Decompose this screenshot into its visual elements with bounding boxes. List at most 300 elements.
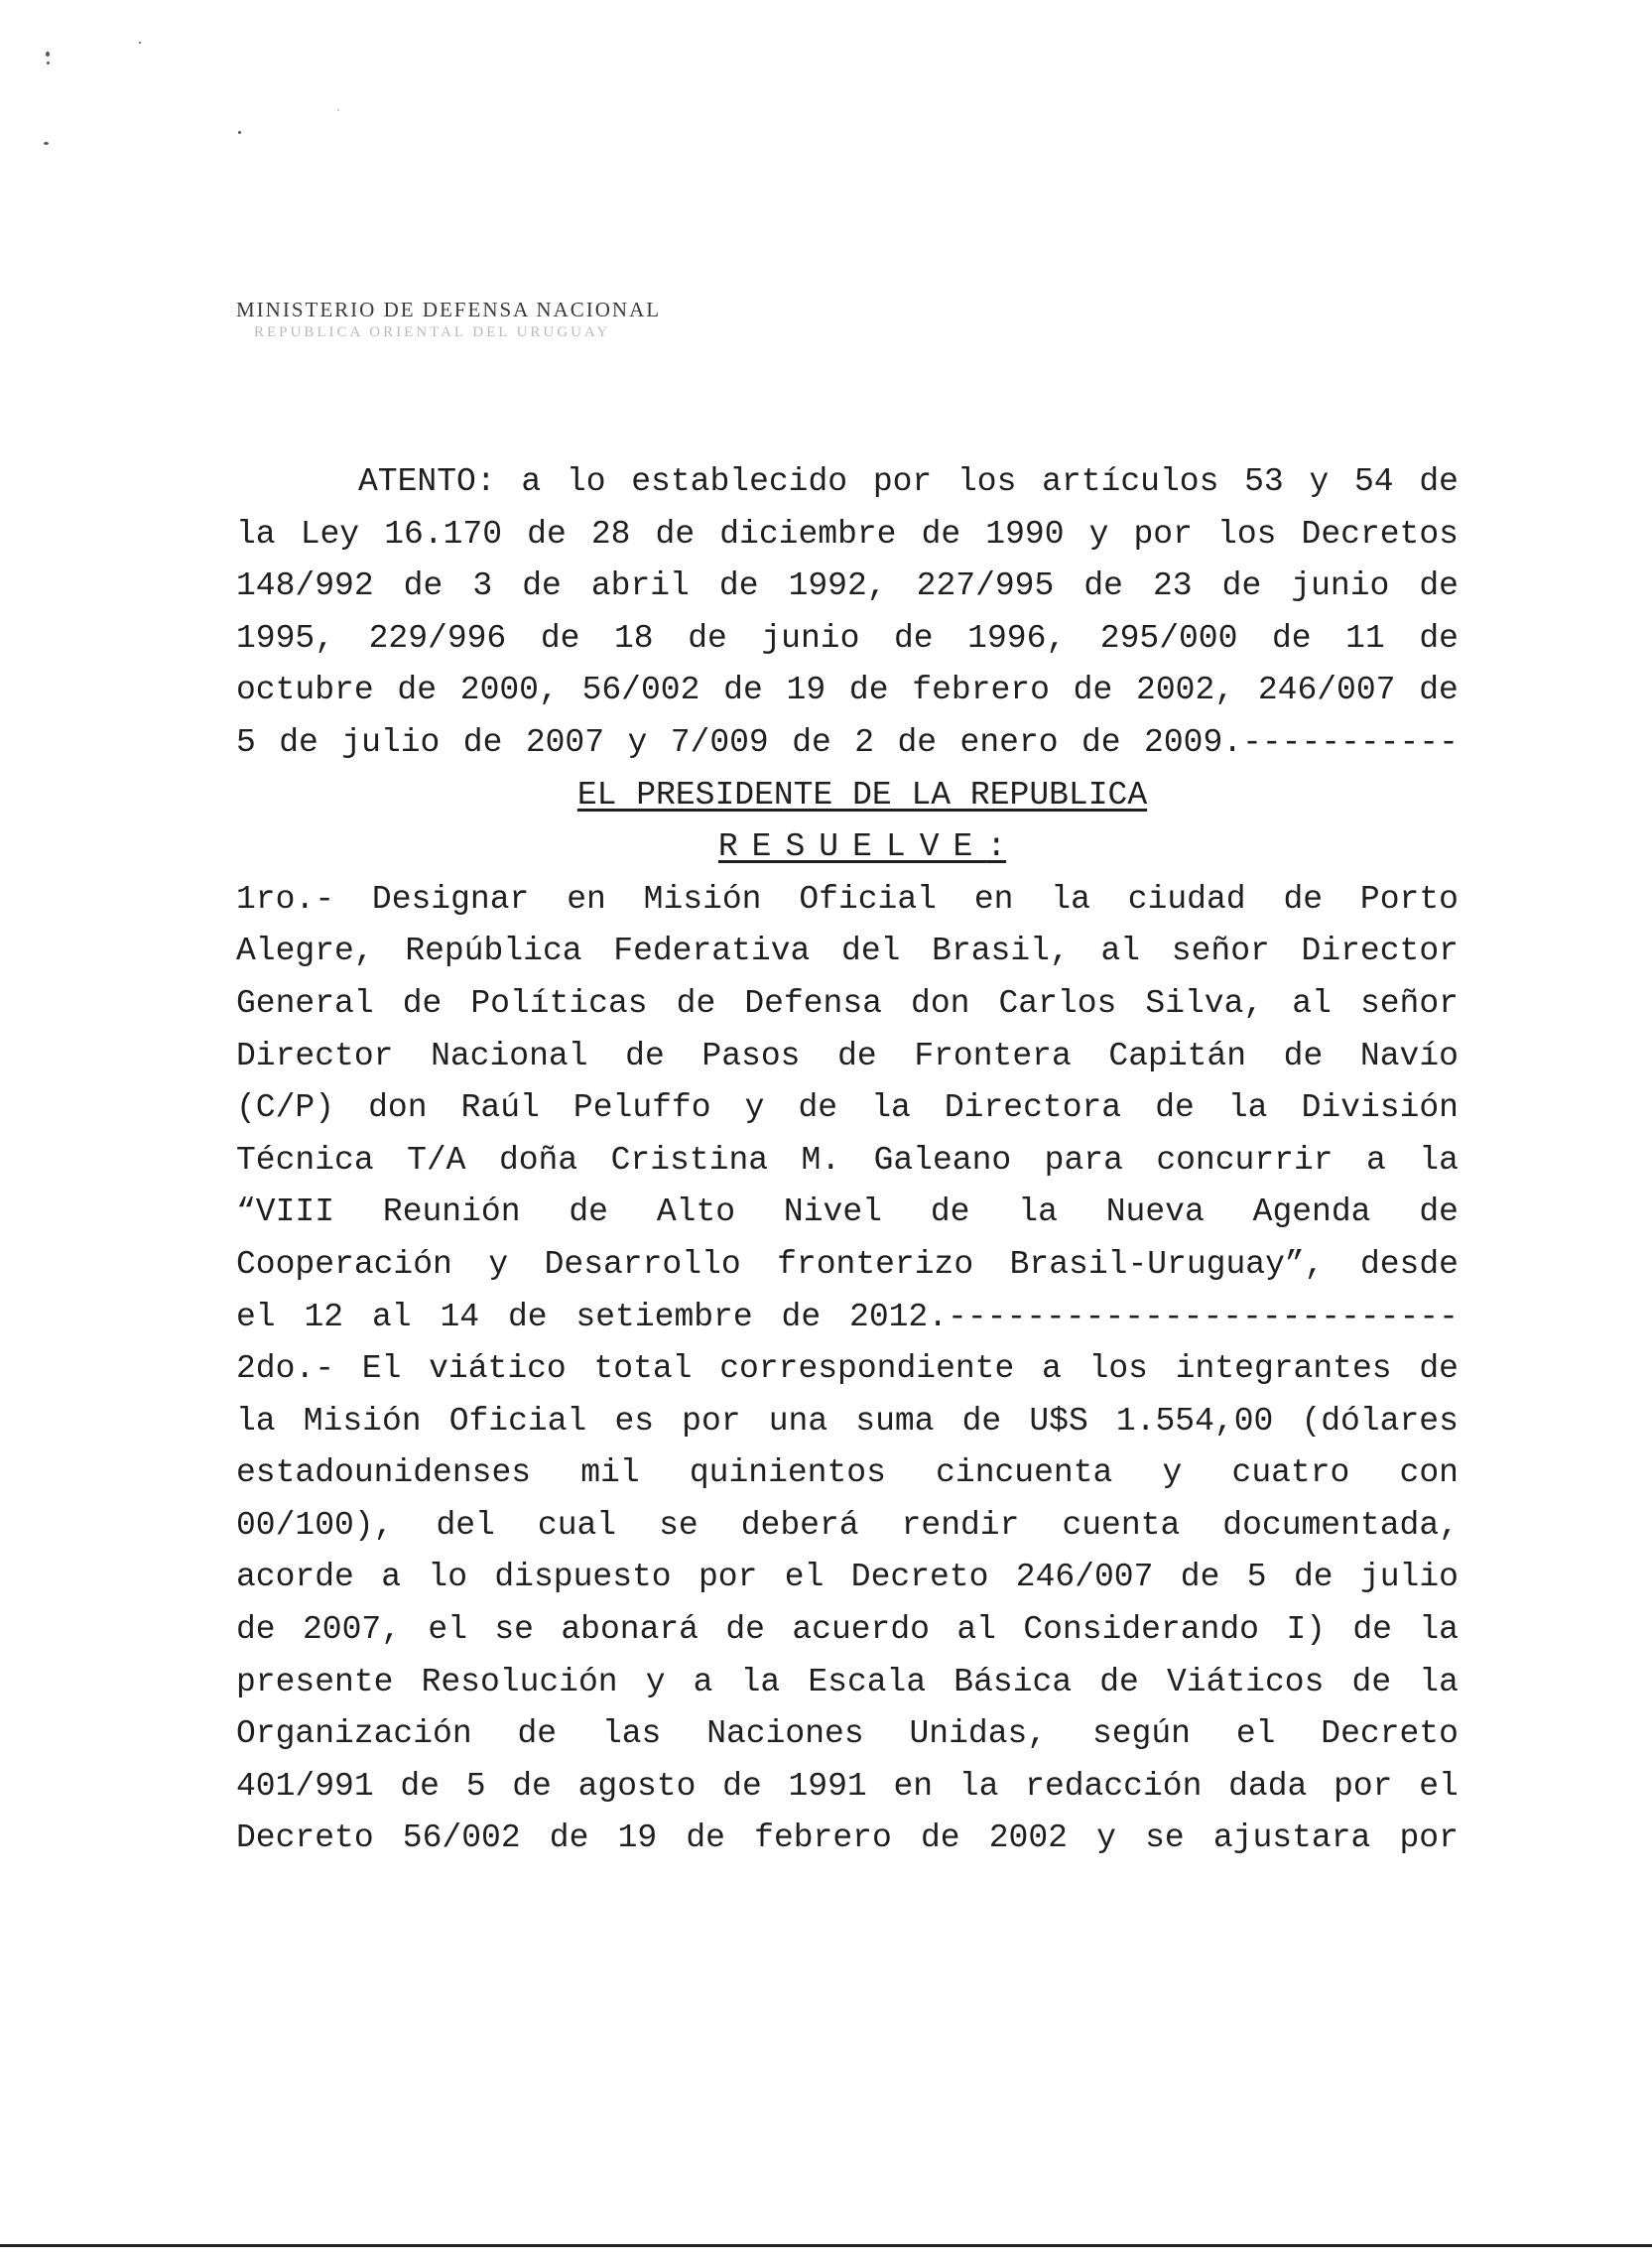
word: de — [798, 1089, 838, 1127]
word: de — [1419, 672, 1459, 709]
text-line — [236, 717, 1459, 770]
word: de — [1419, 463, 1459, 500]
word: desde — [1359, 1245, 1459, 1283]
word: y — [1162, 1454, 1183, 1492]
word: el — [1235, 1715, 1276, 1753]
word: de — [1283, 880, 1324, 918]
word: 1ro.- — [236, 880, 335, 918]
text-line-content — [236, 1396, 1459, 1448]
word: del — [841, 933, 901, 970]
text-line-content — [236, 874, 1459, 927]
word: setiembre — [575, 1298, 753, 1335]
word: Decretos — [1301, 515, 1459, 553]
word: octubre — [236, 672, 374, 709]
scan-speck — [337, 109, 339, 111]
word: dispuesto — [494, 1559, 672, 1596]
word: 18 — [614, 619, 654, 657]
word: doña — [498, 1141, 578, 1179]
text-line — [236, 665, 1459, 717]
word: junio — [761, 619, 860, 657]
word: U$S — [1029, 1402, 1088, 1440]
resolution-body — [236, 456, 1459, 1865]
word: de — [1099, 1663, 1139, 1700]
text-line — [236, 874, 1459, 927]
word: Considerando — [1023, 1611, 1259, 1649]
word: julio — [1359, 1559, 1459, 1596]
word: rendir — [901, 1506, 1020, 1544]
word: de — [540, 619, 580, 657]
word: Directora — [944, 1089, 1122, 1127]
text-line-content — [236, 1343, 1459, 1396]
word: 5 — [236, 723, 256, 761]
word: Oficial — [799, 880, 937, 918]
text-line-content — [236, 1604, 1459, 1657]
word: Director — [236, 1037, 394, 1074]
word: Escala — [808, 1663, 927, 1700]
word: (C/P) — [236, 1089, 335, 1127]
text-line — [236, 1500, 1459, 1553]
word: Frontera — [914, 1037, 1072, 1074]
word: estadounidenses — [236, 1454, 532, 1492]
word: de — [549, 1820, 589, 1857]
word: y — [744, 1089, 765, 1127]
word: las — [601, 1715, 662, 1753]
word: Básica — [953, 1663, 1073, 1700]
word: se — [1145, 1820, 1185, 1857]
word: febrero — [912, 672, 1050, 709]
text-line-content — [236, 978, 1459, 1031]
word: señor — [1359, 984, 1459, 1022]
word: abril — [590, 567, 690, 605]
word: ajustara — [1212, 1820, 1371, 1857]
word: ATENTO: — [358, 463, 496, 500]
word: la — [236, 1402, 276, 1440]
word: Políticas — [470, 984, 648, 1022]
letterhead-ministry: MINISTERIO DE DEFENSA NACIONAL — [236, 298, 662, 321]
word: República — [405, 933, 582, 970]
word: 5 — [465, 1767, 486, 1805]
word: 2007 — [525, 723, 605, 761]
word: agosto — [577, 1767, 697, 1805]
word: de — [1083, 567, 1123, 605]
word: y — [1096, 1820, 1116, 1857]
word: los — [1088, 1350, 1148, 1388]
word: la — [1419, 1611, 1459, 1649]
word: de — [236, 1611, 276, 1649]
word: “VIII — [236, 1193, 335, 1231]
word: de — [527, 515, 567, 553]
word: quinientos — [689, 1454, 886, 1492]
word: cuatro — [1231, 1454, 1350, 1492]
scan-speck — [139, 42, 141, 44]
word: 14 — [440, 1298, 480, 1335]
word: Técnica — [236, 1141, 374, 1179]
word: Misión — [303, 1402, 422, 1440]
word: en — [893, 1767, 934, 1805]
word: de — [848, 672, 889, 709]
word: cuenta — [1062, 1506, 1181, 1544]
word: suma — [855, 1402, 935, 1440]
text-line-content — [236, 1031, 1459, 1083]
word: Decreto — [236, 1820, 374, 1857]
word: 1991 — [788, 1767, 867, 1805]
word: se — [494, 1611, 534, 1649]
word: Alto — [656, 1193, 736, 1231]
word: 7/009 — [670, 723, 769, 761]
word: El — [361, 1350, 402, 1388]
word: Nueva — [1105, 1193, 1205, 1231]
word: Desarrollo — [544, 1245, 741, 1283]
text-line-content — [236, 1761, 1459, 1814]
word: de — [402, 984, 443, 1022]
word: de — [1155, 1089, 1195, 1127]
word: de — [517, 1715, 558, 1753]
word: al — [1292, 984, 1332, 1022]
word: el — [784, 1559, 825, 1596]
word: la — [236, 515, 276, 553]
word: Brasil, — [932, 933, 1070, 970]
word: a — [381, 1559, 402, 1596]
word: con — [1399, 1454, 1459, 1492]
word: División — [1301, 1089, 1459, 1127]
word: Raúl — [460, 1089, 540, 1127]
word: febrero — [754, 1820, 892, 1857]
letterhead — [236, 298, 661, 341]
word: y — [645, 1663, 666, 1700]
word: por — [1133, 515, 1193, 553]
word: Cooperación — [236, 1245, 452, 1283]
word: Organización — [236, 1715, 472, 1753]
text-line-content — [236, 561, 1459, 613]
word: de — [1081, 723, 1121, 761]
word: Resolución — [421, 1663, 618, 1700]
word: y — [1309, 463, 1330, 500]
letterhead-country: REPUBLICA ORIENTAL DEL URUGUAY — [254, 324, 611, 340]
word: los — [956, 463, 1017, 500]
resuelve-text: RESUELVE — [717, 828, 987, 866]
word: correspondiente — [719, 1350, 1015, 1388]
word: a — [693, 1663, 713, 1700]
word: Pasos — [701, 1037, 801, 1074]
word: Brasil-Uruguay”, — [1009, 1245, 1325, 1283]
text-line — [236, 1657, 1459, 1709]
word: 295/000 — [1099, 619, 1238, 657]
word: de — [920, 1820, 960, 1857]
word: julio — [341, 723, 441, 761]
word: de — [512, 1767, 552, 1805]
text-line-content — [236, 665, 1459, 717]
text-line-content — [236, 1813, 1459, 1865]
word: cual — [537, 1506, 617, 1544]
word: al — [956, 1611, 996, 1649]
word: al — [1100, 933, 1141, 970]
word: Viáticos — [1166, 1663, 1325, 1700]
word: de — [723, 672, 763, 709]
word: 1995, — [236, 619, 335, 657]
word: Defensa — [744, 984, 882, 1022]
text-line-content — [236, 1657, 1459, 1709]
word: 246/007 — [1257, 672, 1396, 709]
text-line — [236, 1343, 1459, 1396]
article-1 — [236, 874, 1459, 1343]
text-line — [236, 1135, 1459, 1188]
word: por — [872, 463, 933, 500]
word: de — [1271, 619, 1312, 657]
word: mil — [580, 1454, 640, 1492]
word: de — [1351, 1663, 1392, 1700]
word: 1996, — [967, 619, 1067, 657]
word: 11 — [1345, 619, 1385, 657]
word: acuerdo — [792, 1611, 930, 1649]
word: Misión — [643, 880, 762, 918]
word: 12 — [304, 1298, 344, 1335]
word: I) — [1286, 1611, 1326, 1649]
word: lo — [428, 1559, 467, 1596]
scan-speck — [238, 131, 241, 134]
text-line — [236, 613, 1459, 666]
word: enero — [959, 723, 1059, 761]
word: por — [1334, 1767, 1393, 1805]
word: la — [1419, 1663, 1459, 1700]
atento-paragraph — [236, 456, 1459, 770]
word: de — [792, 723, 831, 761]
word: don — [911, 984, 970, 1022]
word: 2007, — [302, 1611, 402, 1649]
text-line-content — [236, 1082, 1459, 1135]
word: de — [279, 723, 318, 761]
word: integrantes — [1175, 1350, 1392, 1388]
word: según — [1091, 1715, 1191, 1753]
word: lo — [566, 463, 606, 500]
word: presente — [236, 1663, 394, 1700]
resuelve-heading — [236, 821, 1459, 874]
word: de — [400, 1767, 440, 1805]
word: redacción — [1025, 1767, 1203, 1805]
word: 1990 — [985, 515, 1065, 553]
word: deberá — [740, 1506, 859, 1544]
word: 28 — [590, 515, 631, 553]
word: a — [521, 463, 542, 500]
word: 19 — [617, 1820, 658, 1857]
word: al — [371, 1298, 412, 1335]
word: ciudad — [1127, 880, 1246, 918]
text-line — [236, 926, 1459, 978]
word: Porto — [1359, 880, 1459, 918]
text-line — [236, 978, 1459, 1031]
word: 56/002 — [581, 672, 700, 709]
text-line — [236, 1761, 1459, 1814]
word: de — [1419, 1193, 1459, 1231]
word: dada — [1228, 1767, 1308, 1805]
word: 2009.----------- — [1144, 723, 1459, 761]
word: de — [1221, 567, 1262, 605]
word: de — [722, 1767, 762, 1805]
word: 2002, — [1136, 672, 1235, 709]
text-line — [236, 456, 1459, 509]
text-line — [236, 1292, 1459, 1344]
president-heading — [236, 770, 1459, 822]
word: 246/007 — [1015, 1559, 1154, 1596]
word: Naciones — [706, 1715, 864, 1753]
word: fronterizo — [777, 1245, 974, 1283]
word: de — [522, 567, 562, 605]
word: Decreto — [1321, 1715, 1459, 1753]
word: 229/996 — [368, 619, 507, 657]
word: acorde — [236, 1559, 354, 1596]
word: 2000, — [459, 672, 559, 709]
word: de — [897, 723, 938, 761]
text-line-content — [236, 1135, 1459, 1188]
word: de — [725, 1611, 765, 1649]
word: de — [930, 1193, 970, 1231]
word: Nivel — [783, 1193, 882, 1231]
text-line-content — [236, 509, 1459, 562]
word: y — [1088, 515, 1109, 553]
article-2 — [236, 1343, 1459, 1865]
word: total — [593, 1350, 693, 1388]
word: diciembre — [719, 515, 897, 553]
word: don — [368, 1089, 428, 1127]
text-line-content — [236, 1239, 1459, 1292]
text-line — [236, 1082, 1459, 1135]
word: Silva, — [1145, 984, 1264, 1022]
word: una — [768, 1402, 828, 1440]
word: de — [403, 567, 444, 605]
word: de — [893, 619, 934, 657]
text-line-content — [236, 1292, 1459, 1344]
word: de — [1283, 1037, 1324, 1074]
word: y — [488, 1245, 509, 1283]
text-line — [236, 509, 1459, 562]
word: de — [397, 672, 437, 709]
word: Decreto — [850, 1559, 989, 1596]
word: cincuenta — [936, 1454, 1113, 1492]
word: la — [871, 1089, 911, 1127]
word: Capitán — [1108, 1037, 1247, 1074]
word: 00/100), — [236, 1506, 394, 1544]
word: de — [655, 515, 696, 553]
word: abonará — [561, 1611, 699, 1649]
word: de — [1293, 1559, 1334, 1596]
word: 56/002 — [402, 1820, 521, 1857]
text-line-content — [236, 1708, 1459, 1761]
word: 53 — [1244, 463, 1284, 500]
word: General — [236, 984, 374, 1022]
word: señor — [1171, 933, 1270, 970]
word: establecido — [631, 463, 848, 500]
word: la — [1051, 880, 1090, 918]
text-line — [236, 1604, 1459, 1657]
word: el — [1419, 1767, 1459, 1805]
text-line — [236, 1187, 1459, 1239]
text-line — [236, 1708, 1459, 1761]
word: es — [614, 1402, 655, 1440]
word: Oficial — [448, 1402, 587, 1440]
word: de — [569, 1193, 608, 1231]
text-line-content — [236, 1552, 1459, 1604]
word: de — [686, 1820, 725, 1857]
word: la — [1419, 1141, 1459, 1179]
text-line — [236, 1447, 1459, 1500]
word: la — [1018, 1193, 1058, 1231]
text-line-content — [236, 926, 1459, 978]
word: a — [1042, 1350, 1062, 1388]
word: 1.554,00 — [1115, 1402, 1274, 1440]
word: por — [1399, 1820, 1459, 1857]
president-heading-text: EL PRESIDENTE DE LA REPUBLICA — [576, 776, 1148, 814]
word: de — [1419, 619, 1459, 657]
word: 2do.- — [236, 1350, 335, 1388]
word: T/A — [407, 1141, 466, 1179]
word: Federativa — [613, 933, 811, 970]
word: 3 — [472, 567, 493, 605]
word: Carlos — [998, 984, 1117, 1022]
word: 2 — [854, 723, 875, 761]
word: los — [1217, 515, 1277, 553]
text-line — [236, 561, 1459, 613]
word: por — [682, 1402, 741, 1440]
word: el — [236, 1298, 276, 1335]
text-line-content — [236, 717, 1459, 770]
word: 2012.-------------------------- — [849, 1298, 1459, 1335]
word: documentada, — [1222, 1506, 1459, 1544]
word: 1992, — [788, 567, 887, 605]
word: (dólares — [1301, 1402, 1459, 1440]
text-line-content — [236, 1187, 1459, 1239]
word: de — [462, 723, 503, 761]
word: Galeano — [873, 1141, 1012, 1179]
word: 2002 — [988, 1820, 1068, 1857]
text-line — [236, 1396, 1459, 1448]
word: artículos — [1042, 463, 1219, 500]
word: la — [958, 1767, 999, 1805]
word: de — [921, 515, 961, 553]
text-line — [236, 1813, 1459, 1865]
word: en — [567, 880, 606, 918]
word: Ley — [300, 515, 360, 553]
scan-speck — [44, 142, 49, 145]
word: 16.170 — [384, 515, 503, 553]
text-line-content — [236, 613, 1459, 666]
word: M. — [801, 1141, 841, 1179]
word: de — [625, 1037, 665, 1074]
word: 23 — [1152, 567, 1193, 605]
word: el — [428, 1611, 467, 1649]
text-line — [236, 1239, 1459, 1292]
word: Unidas, — [909, 1715, 1048, 1753]
text-line-content — [236, 1500, 1459, 1553]
resuelve-colon: : — [986, 828, 1007, 866]
word: de — [837, 1037, 877, 1074]
word: 5 — [1246, 1559, 1267, 1596]
word: Nacional — [431, 1037, 588, 1074]
scan-speck — [46, 52, 50, 57]
word: 148/992 — [236, 567, 374, 605]
word: viático — [429, 1350, 567, 1388]
word: de — [676, 984, 716, 1022]
word: del — [436, 1506, 495, 1544]
word: y — [627, 723, 648, 761]
word: junio — [1291, 567, 1390, 605]
word: de — [1419, 1350, 1459, 1388]
word: Designar — [371, 880, 530, 918]
word: de — [961, 1402, 1002, 1440]
word: de — [1073, 672, 1113, 709]
page-bottom-edge — [0, 2244, 1652, 2247]
word: 19 — [786, 672, 826, 709]
word: Cristina — [610, 1141, 769, 1179]
word: a — [1366, 1141, 1386, 1179]
